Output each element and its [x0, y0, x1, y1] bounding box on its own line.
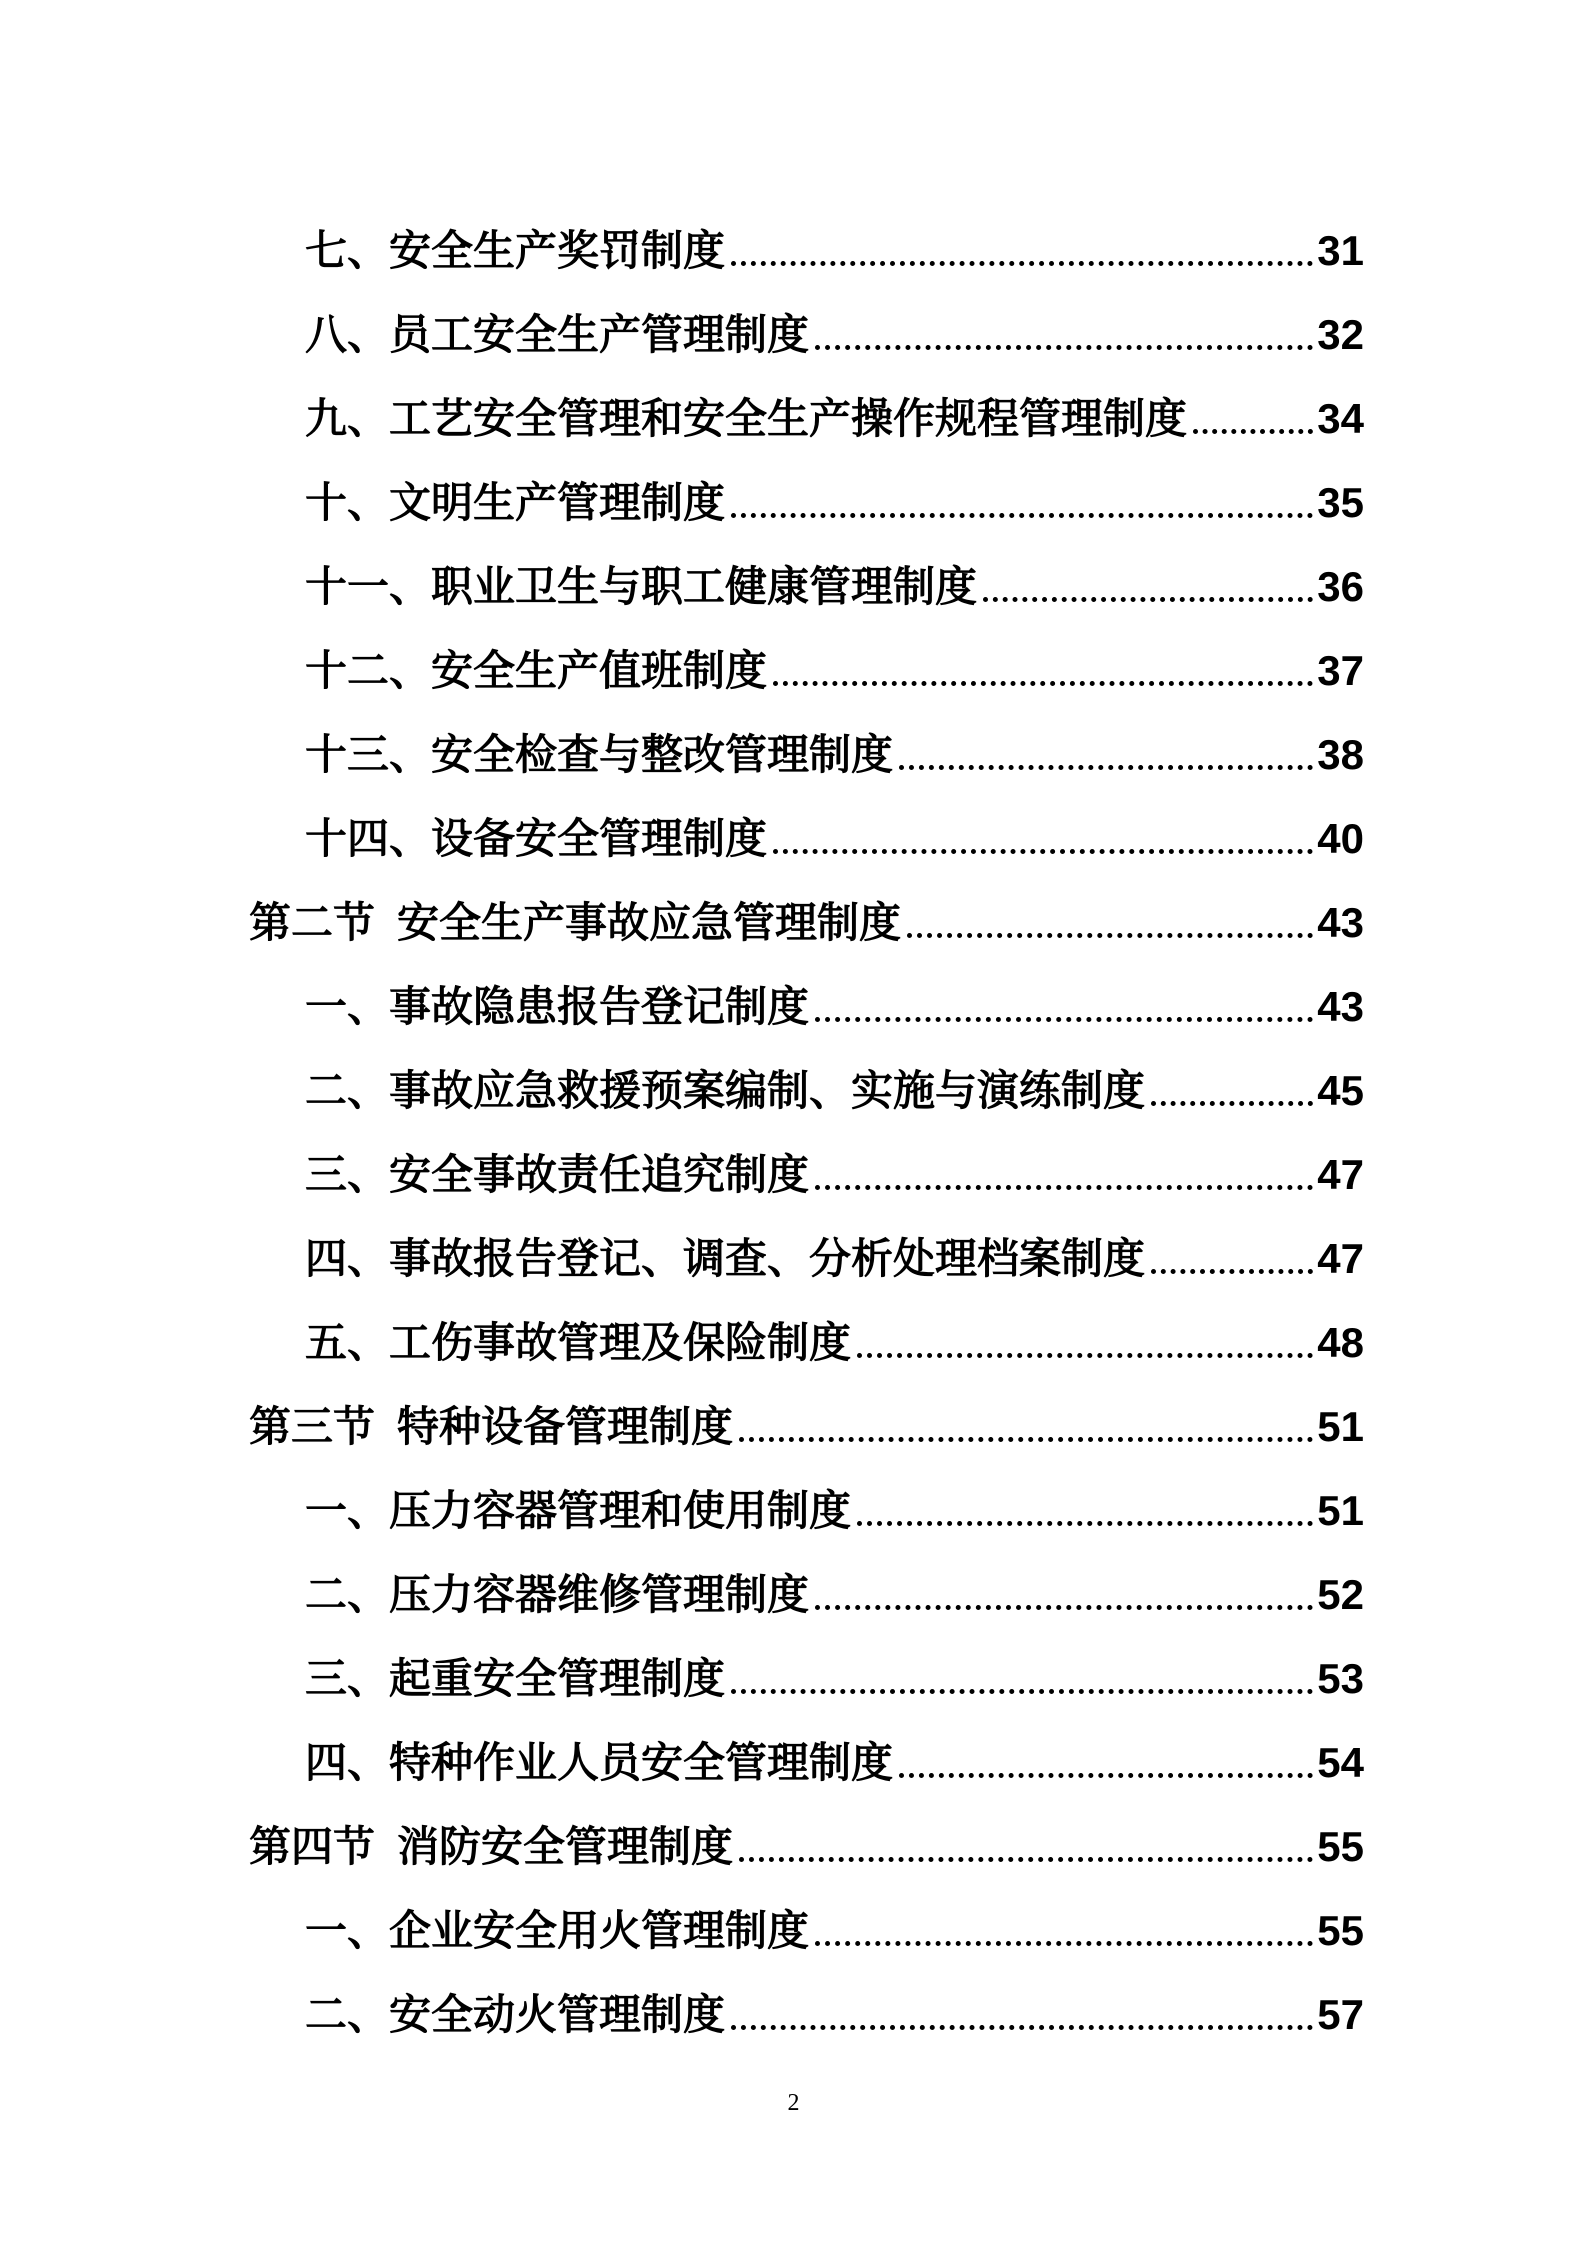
toc-entry[interactable] — [249, 1712, 1364, 1796]
toc-entry-title: 九、工艺安全管理和安全生产操作规程管理制度 — [305, 394, 1188, 443]
dot-leader — [731, 2025, 1313, 2030]
section-name: 特种设备管理制度 — [397, 1402, 734, 1451]
toc-entry-page: 37 — [1317, 647, 1364, 694]
toc-entry-page: 47 — [1317, 1151, 1364, 1198]
toc-entry-page: 35 — [1317, 479, 1364, 526]
toc-entry[interactable] — [249, 1124, 1364, 1208]
toc-entry[interactable] — [249, 1964, 1364, 2048]
toc-entry-title: 十三、安全检查与整改管理制度 — [305, 730, 894, 779]
toc-entry-title: 四、特种作业人员安全管理制度 — [305, 1738, 894, 1787]
table-of-contents — [249, 200, 1364, 2048]
toc-section-title — [249, 1822, 734, 1880]
dot-leader — [1151, 1101, 1313, 1106]
toc-entry-title: 五、工伤事故管理及保险制度 — [305, 1318, 852, 1367]
toc-entry-page: 43 — [1317, 899, 1364, 946]
dot-leader — [739, 1857, 1313, 1862]
dot-leader — [773, 681, 1313, 686]
dot-leader — [815, 1605, 1313, 1610]
dot-leader — [899, 1773, 1313, 1778]
toc-entry-title: 十二、安全生产值班制度 — [305, 646, 768, 695]
toc-entry[interactable] — [249, 368, 1364, 452]
dot-leader — [815, 1017, 1313, 1022]
toc-entry[interactable] — [249, 284, 1364, 368]
toc-entry[interactable] — [249, 1544, 1364, 1628]
dot-leader — [815, 345, 1313, 350]
toc-entry-page: 38 — [1317, 731, 1364, 778]
dot-leader — [731, 1689, 1313, 1694]
toc-entry[interactable] — [249, 1208, 1364, 1292]
dot-leader — [773, 849, 1313, 854]
toc-entry-page: 55 — [1317, 1823, 1364, 1870]
toc-entry-title: 二、压力容器维修管理制度 — [305, 1570, 810, 1619]
section-name: 消防安全管理制度 — [397, 1822, 734, 1871]
toc-entry-page: 34 — [1317, 395, 1364, 442]
page-number: 2 — [787, 2090, 800, 2116]
toc-entry-page: 47 — [1317, 1235, 1364, 1282]
toc-entry-title: 十四、设备安全管理制度 — [305, 814, 768, 863]
toc-entry-title: 三、安全事故责任追究制度 — [305, 1150, 810, 1199]
dot-leader — [857, 1353, 1313, 1358]
toc-entry-title: 十、文明生产管理制度 — [305, 478, 726, 527]
dot-leader — [1193, 429, 1313, 434]
toc-entry-title: 一、企业安全用火管理制度 — [305, 1906, 810, 1955]
dot-leader — [731, 261, 1313, 266]
dot-leader — [857, 1521, 1313, 1526]
toc-entry-page: 55 — [1317, 1907, 1364, 1954]
toc-entry[interactable] — [249, 1040, 1364, 1124]
dot-leader — [907, 933, 1313, 938]
toc-section-title — [249, 1402, 734, 1460]
toc-entry-page: 40 — [1317, 815, 1364, 862]
toc-entry-page: 57 — [1317, 1991, 1364, 2038]
toc-section-title — [249, 898, 902, 956]
section-number: 第四节 — [249, 1822, 376, 1871]
section-number: 第三节 — [249, 1402, 376, 1451]
toc-entry-page: 32 — [1317, 311, 1364, 358]
toc-entry[interactable] — [249, 620, 1364, 704]
toc-entry[interactable] — [249, 200, 1364, 284]
dot-leader — [815, 1941, 1313, 1946]
toc-entry-page: 51 — [1317, 1403, 1364, 1450]
toc-entry-title: 四、事故报告登记、调查、分析处理档案制度 — [305, 1234, 1146, 1283]
dot-leader — [815, 1185, 1313, 1190]
dot-leader — [731, 513, 1313, 518]
toc-entry[interactable] — [249, 704, 1364, 788]
dot-leader — [983, 597, 1313, 602]
toc-entry[interactable] — [249, 1460, 1364, 1544]
toc-entry[interactable] — [249, 788, 1364, 872]
toc-entry-page: 52 — [1317, 1571, 1364, 1618]
toc-section-entry[interactable] — [249, 1796, 1364, 1880]
section-name: 安全生产事故应急管理制度 — [397, 898, 902, 947]
toc-entry-title: 二、安全动火管理制度 — [305, 1990, 726, 2039]
toc-entry[interactable] — [249, 1628, 1364, 1712]
toc-entry-page: 45 — [1317, 1067, 1364, 1114]
toc-section-entry[interactable] — [249, 1376, 1364, 1460]
toc-entry-title: 三、起重安全管理制度 — [305, 1654, 726, 1703]
toc-entry-page: 51 — [1317, 1487, 1364, 1534]
toc-entry-title: 八、员工安全生产管理制度 — [305, 310, 810, 359]
toc-entry-page: 31 — [1317, 227, 1364, 274]
toc-entry-title: 一、压力容器管理和使用制度 — [305, 1486, 852, 1535]
toc-entry[interactable] — [249, 956, 1364, 1040]
toc-entry[interactable] — [249, 536, 1364, 620]
toc-entry-page: 53 — [1317, 1655, 1364, 1702]
toc-entry-page: 36 — [1317, 563, 1364, 610]
toc-entry[interactable] — [249, 1880, 1364, 1964]
toc-entry[interactable] — [249, 1292, 1364, 1376]
toc-entry[interactable] — [249, 452, 1364, 536]
toc-entry-page: 43 — [1317, 983, 1364, 1030]
toc-entry-title: 二、事故应急救援预案编制、实施与演练制度 — [305, 1066, 1146, 1115]
toc-entry-title: 一、事故隐患报告登记制度 — [305, 982, 810, 1031]
dot-leader — [739, 1437, 1313, 1442]
dot-leader — [899, 765, 1313, 770]
toc-entry-page: 54 — [1317, 1739, 1364, 1786]
toc-entry-page: 48 — [1317, 1319, 1364, 1366]
toc-entry-title: 十一、职业卫生与职工健康管理制度 — [305, 562, 978, 611]
toc-entry-title: 七、安全生产奖罚制度 — [305, 226, 726, 275]
toc-section-entry[interactable] — [249, 872, 1364, 956]
section-number: 第二节 — [249, 898, 376, 947]
dot-leader — [1151, 1269, 1313, 1274]
